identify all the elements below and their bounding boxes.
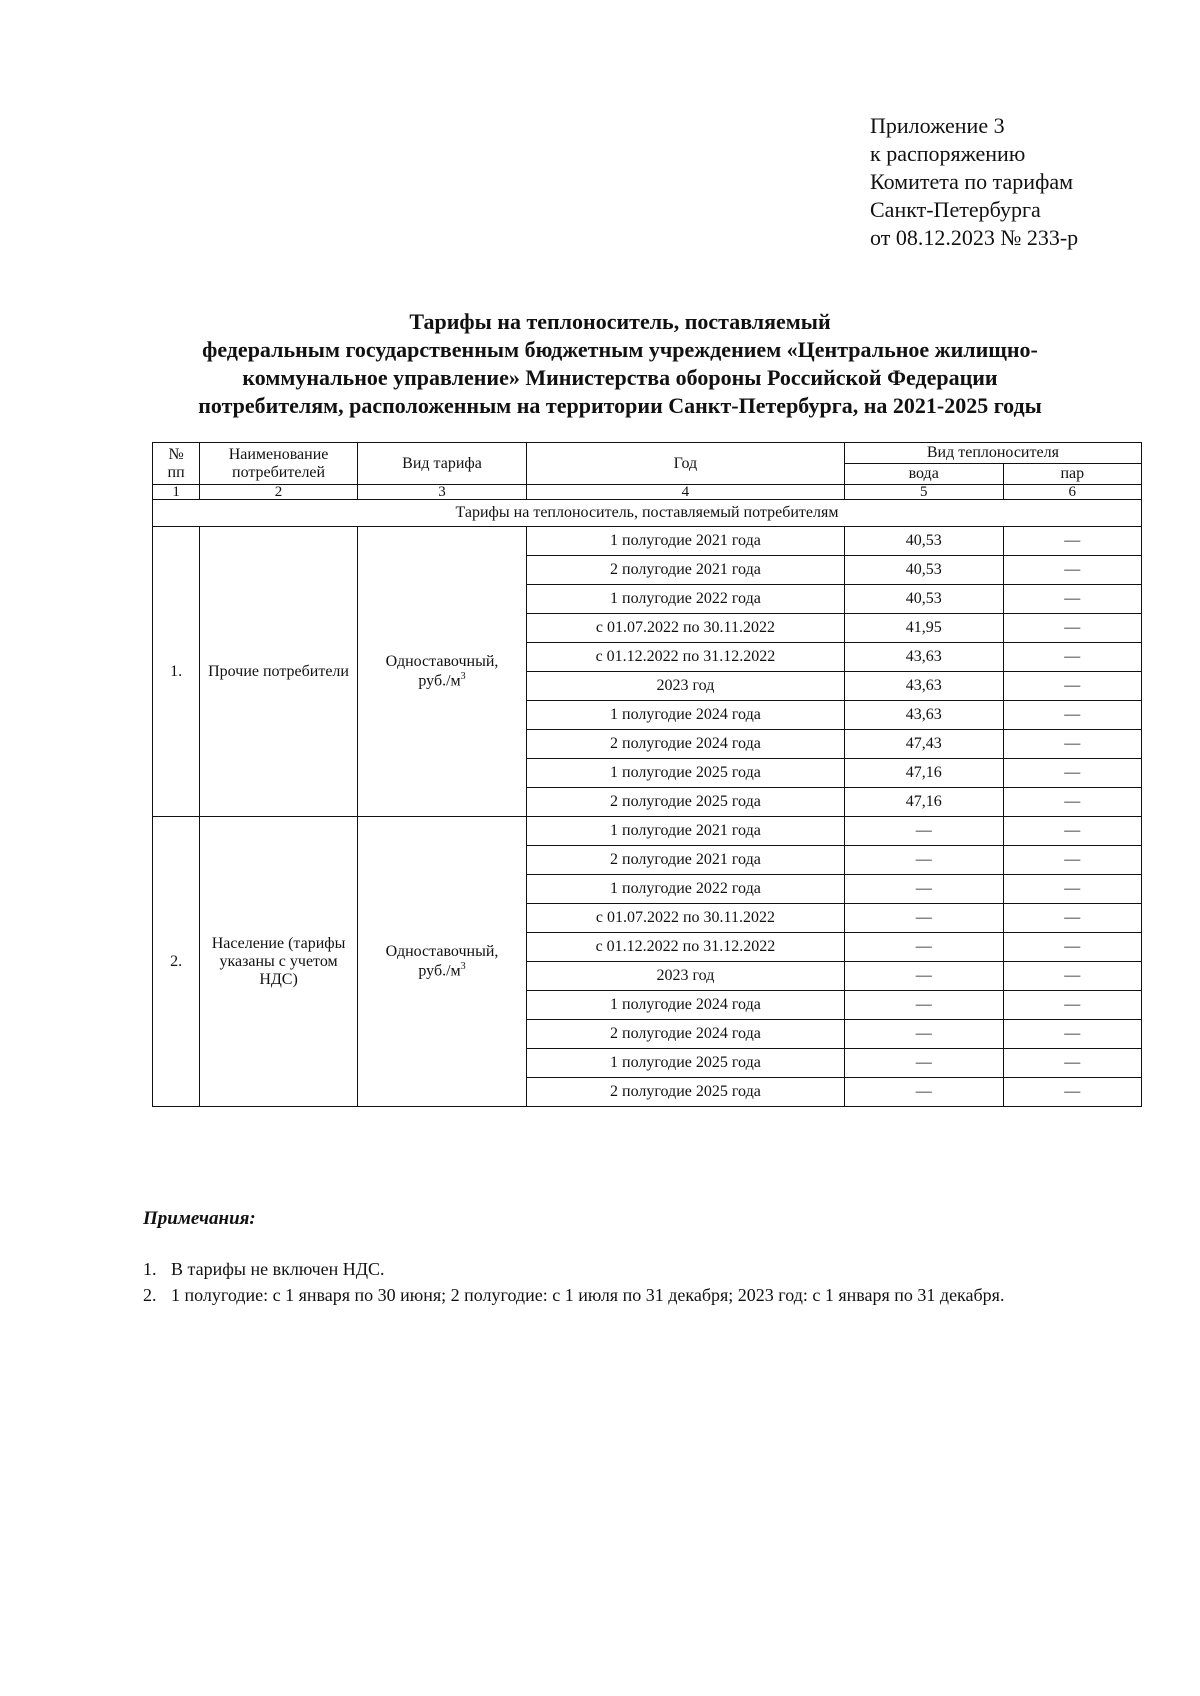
steam-tariff-cell: — bbox=[1003, 788, 1141, 817]
water-tariff-cell: — bbox=[844, 1020, 1003, 1049]
steam-tariff-cell: — bbox=[1003, 759, 1141, 788]
table-header-row bbox=[153, 443, 1142, 464]
tariff-type-main: Одноставочный, bbox=[385, 942, 499, 960]
steam-tariff-cell: — bbox=[1003, 1078, 1141, 1107]
note-text: В тарифы не включен НДС. bbox=[171, 1259, 385, 1279]
period-cell: 1 полугодие 2021 года bbox=[527, 527, 845, 556]
water-tariff-cell: — bbox=[844, 933, 1003, 962]
period-cell: 2 полугодие 2021 года bbox=[527, 846, 845, 875]
water-tariff-cell: — bbox=[844, 817, 1003, 846]
steam-tariff-cell: — bbox=[1003, 701, 1141, 730]
water-tariff-cell: 40,53 bbox=[844, 556, 1003, 585]
period-cell: 1 полугодие 2025 года bbox=[527, 759, 845, 788]
period-cell: с 01.12.2022 по 31.12.2022 bbox=[527, 933, 845, 962]
appendix-line: от 08.12.2023 № 233-р bbox=[870, 225, 1079, 250]
water-tariff-cell: 47,16 bbox=[844, 759, 1003, 788]
period-cell: 1 полугодие 2024 года bbox=[527, 701, 845, 730]
steam-tariff-cell: — bbox=[1003, 846, 1141, 875]
steam-tariff-cell: — bbox=[1003, 643, 1141, 672]
steam-tariff-cell: — bbox=[1003, 875, 1141, 904]
steam-tariff-cell: — bbox=[1003, 585, 1141, 614]
tariff-type bbox=[357, 817, 526, 1107]
water-tariff-cell: — bbox=[844, 1049, 1003, 1078]
period-cell: 1 полугодие 2022 года bbox=[527, 585, 845, 614]
tariff-type bbox=[357, 527, 526, 817]
column-number: 2 bbox=[200, 485, 358, 500]
steam-tariff-cell: — bbox=[1003, 991, 1141, 1020]
consumer-name: Прочие потребители bbox=[200, 527, 358, 817]
water-tariff-cell: — bbox=[844, 991, 1003, 1020]
tariff-unit-superscript: 3 bbox=[460, 670, 466, 682]
period-cell: 2 полугодие 2025 года bbox=[527, 1078, 845, 1107]
period-cell: с 01.12.2022 по 31.12.2022 bbox=[527, 643, 845, 672]
period-cell: 1 полугодие 2024 года bbox=[527, 991, 845, 1020]
water-tariff-cell: — bbox=[844, 875, 1003, 904]
note-item bbox=[143, 1282, 1143, 1308]
steam-tariff-cell: — bbox=[1003, 1049, 1141, 1078]
steam-tariff-cell: — bbox=[1003, 672, 1141, 701]
column-number: 1 bbox=[153, 485, 200, 500]
water-tariff-cell: 47,43 bbox=[844, 730, 1003, 759]
period-cell: 1 полугодие 2021 года bbox=[527, 817, 845, 846]
table-row bbox=[153, 817, 1142, 846]
period-cell: 2023 год bbox=[527, 672, 845, 701]
water-tariff-cell: — bbox=[844, 904, 1003, 933]
tariff-type-main: Одноставочный, bbox=[385, 652, 499, 670]
title-line: федеральным государственным бюджетным учреждением «Центральное жилищно- bbox=[202, 337, 1038, 362]
steam-tariff-cell: — bbox=[1003, 962, 1141, 991]
note-text: 1 полугодие: с 1 января по 30 июня; 2 полугодие: с 1 июля по 31 декабря; 2023 год: с 1 января по 31 декабря. bbox=[171, 1285, 1005, 1305]
steam-tariff-cell: — bbox=[1003, 904, 1141, 933]
water-tariff-cell: 43,63 bbox=[844, 701, 1003, 730]
period-cell: с 01.07.2022 по 30.11.2022 bbox=[527, 614, 845, 643]
header-consumers: Наименование потребителей bbox=[200, 443, 358, 485]
water-tariff-cell: 43,63 bbox=[844, 643, 1003, 672]
water-tariff-cell: 47,16 bbox=[844, 788, 1003, 817]
water-tariff-cell: 40,53 bbox=[844, 585, 1003, 614]
header-year: Год bbox=[527, 443, 845, 485]
notes-heading: Примечания: bbox=[143, 1208, 256, 1229]
water-tariff-cell: — bbox=[844, 962, 1003, 991]
period-cell: 1 полугодие 2025 года bbox=[527, 1049, 845, 1078]
tariff-unit bbox=[362, 961, 522, 980]
column-number: 5 bbox=[844, 485, 1003, 500]
header-water: вода bbox=[844, 464, 1003, 485]
period-cell: с 01.07.2022 по 30.11.2022 bbox=[527, 904, 845, 933]
steam-tariff-cell: — bbox=[1003, 527, 1141, 556]
row-number: 1. bbox=[153, 527, 200, 817]
appendix-line: Комитета по тарифам bbox=[870, 169, 1074, 194]
note-item bbox=[143, 1256, 1143, 1282]
column-number: 6 bbox=[1003, 485, 1141, 500]
steam-tariff-cell: — bbox=[1003, 1020, 1141, 1049]
document-title bbox=[140, 308, 1100, 420]
appendix-line: Приложение 3 bbox=[870, 113, 1005, 138]
steam-tariff-cell: — bbox=[1003, 817, 1141, 846]
period-cell: 2 полугодие 2025 года bbox=[527, 788, 845, 817]
water-tariff-cell: 43,63 bbox=[844, 672, 1003, 701]
period-cell: 2 полугодие 2024 года bbox=[527, 730, 845, 759]
water-tariff-cell: 40,53 bbox=[844, 527, 1003, 556]
period-cell: 1 полугодие 2022 года bbox=[527, 875, 845, 904]
column-number: 3 bbox=[357, 485, 526, 500]
water-tariff-cell: — bbox=[844, 1078, 1003, 1107]
row-number: 2. bbox=[153, 817, 200, 1107]
period-cell: 2 полугодие 2024 года bbox=[527, 1020, 845, 1049]
tariff-unit-text: руб./м bbox=[418, 672, 461, 690]
appendix-block bbox=[870, 112, 1078, 252]
steam-tariff-cell: — bbox=[1003, 933, 1141, 962]
title-line: потребителям, расположенным на территории Санкт-Петербурга, на 2021-2025 годы bbox=[198, 393, 1042, 418]
appendix-line: к распоряжению bbox=[870, 141, 1026, 166]
column-number: 4 bbox=[527, 485, 845, 500]
section-title: Тарифы на теплоноситель, поставляемый потребителям bbox=[153, 500, 1142, 527]
note-number: 1. bbox=[143, 1259, 157, 1279]
header-steam: пар bbox=[1003, 464, 1141, 485]
header-carrier: Вид теплоносителя bbox=[844, 443, 1141, 464]
notes-list bbox=[143, 1256, 1143, 1308]
consumer-name: Население (тарифы указаны с учетом НДС) bbox=[200, 817, 358, 1107]
period-cell: 2023 год bbox=[527, 962, 845, 991]
title-line: Тарифы на теплоноситель, поставляемый bbox=[409, 309, 831, 334]
table-row bbox=[153, 527, 1142, 556]
tariff-unit-superscript: 3 bbox=[460, 960, 466, 972]
steam-tariff-cell: — bbox=[1003, 730, 1141, 759]
note-number: 2. bbox=[143, 1285, 157, 1305]
section-title-row bbox=[153, 500, 1142, 527]
steam-tariff-cell: — bbox=[1003, 556, 1141, 585]
steam-tariff-cell: — bbox=[1003, 614, 1141, 643]
header-num: № пп bbox=[153, 443, 200, 485]
period-cell: 2 полугодие 2021 года bbox=[527, 556, 845, 585]
tariffs-table bbox=[152, 442, 1142, 1107]
tariff-unit-text: руб./м bbox=[418, 962, 461, 980]
header-tariff-type: Вид тарифа bbox=[357, 443, 526, 485]
tariff-unit bbox=[362, 671, 522, 690]
appendix-line: Санкт-Петербурга bbox=[870, 197, 1041, 222]
water-tariff-cell: 41,95 bbox=[844, 614, 1003, 643]
water-tariff-cell: — bbox=[844, 846, 1003, 875]
title-line: коммунальное управление» Министерства обороны Российской Федерации bbox=[242, 365, 998, 390]
column-numbers-row bbox=[153, 485, 1142, 500]
